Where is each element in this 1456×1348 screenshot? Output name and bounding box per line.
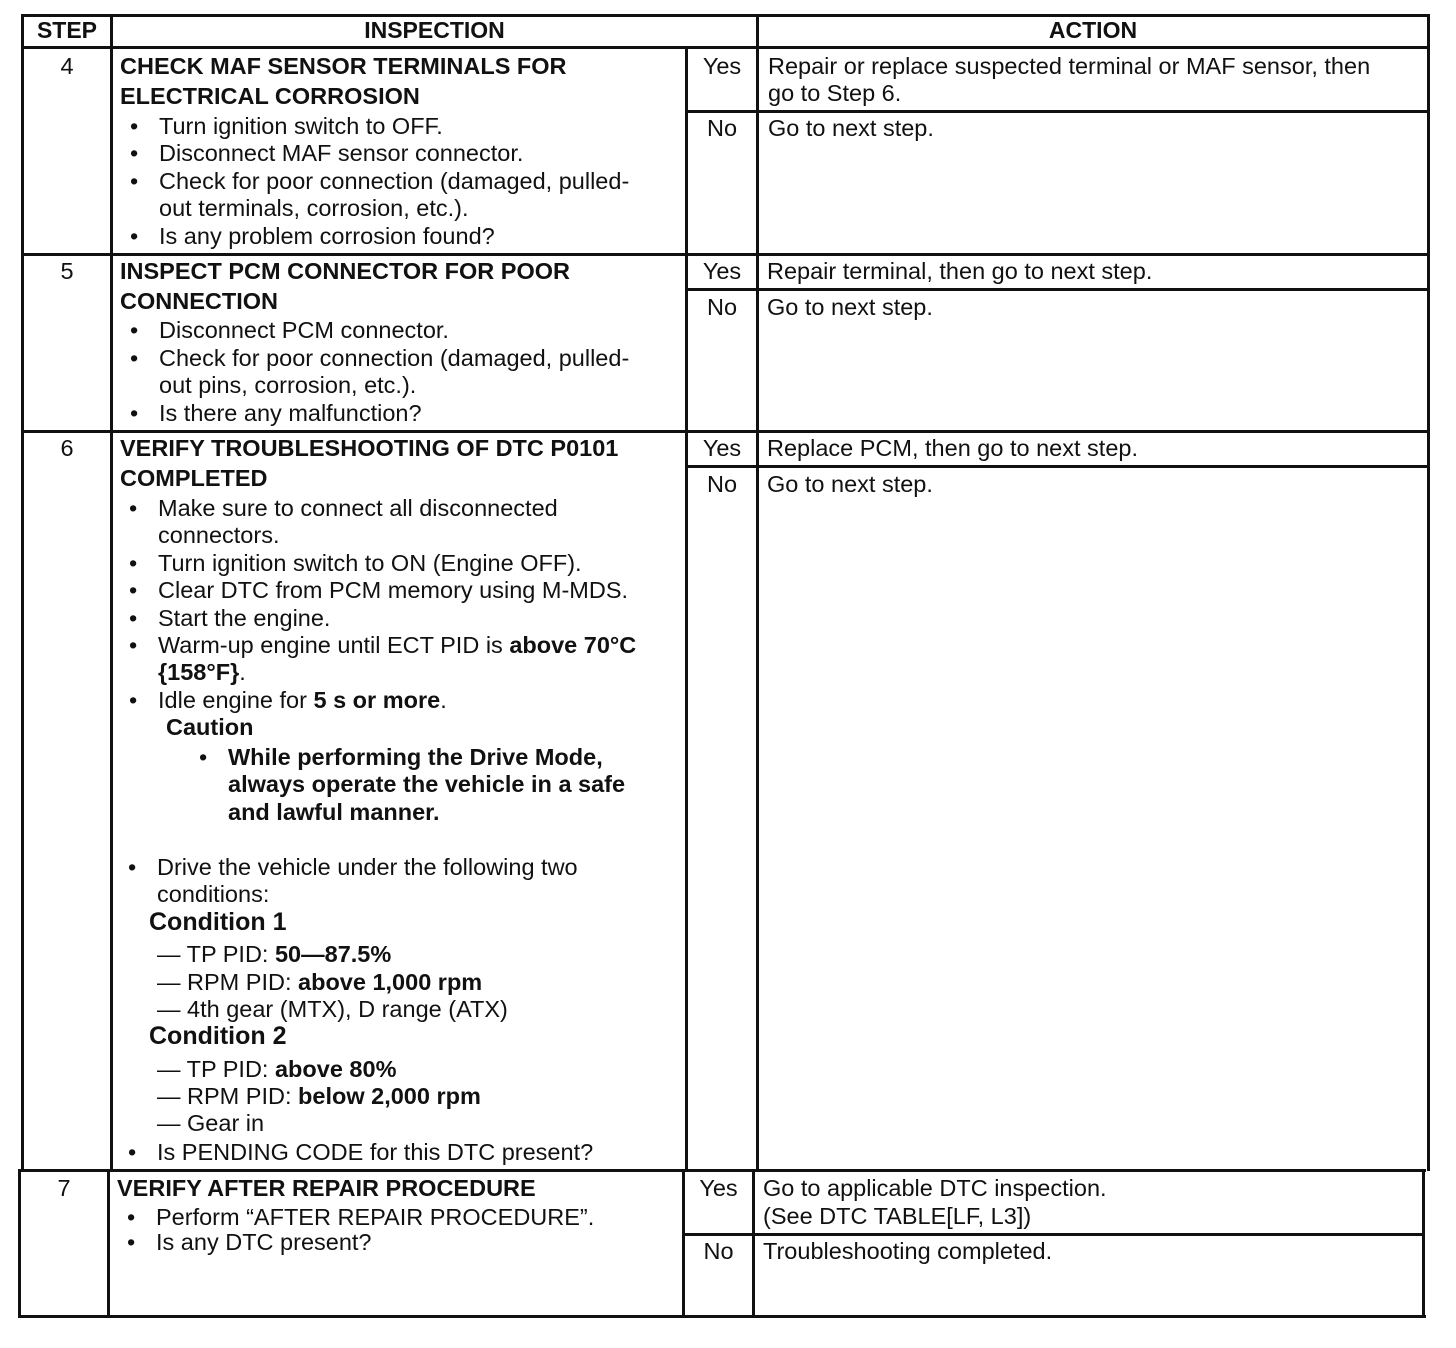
- inspection-item: Turn ignition switch to OFF.: [159, 113, 443, 139]
- yes-action: (See DTC TABLE[LF, L3]): [763, 1203, 1032, 1229]
- condition-item: — Gear in: [157, 1110, 265, 1136]
- bullet: •: [129, 632, 138, 658]
- warmup-temperature: above 70°C: [509, 632, 637, 658]
- condition-1-title: Condition 1: [149, 908, 287, 936]
- bullet: •: [130, 168, 139, 194]
- yes-action: Go to applicable DTC inspection.: [763, 1175, 1107, 1201]
- inspection-item: Check for poor connection (damaged, pulled-: [159, 345, 630, 371]
- inspection-item: Is any problem corrosion found?: [159, 223, 495, 249]
- bullet: •: [128, 854, 137, 880]
- inspection-item: Drive the vehicle under the following two: [157, 854, 578, 880]
- rpm-pid-value: below 2,000 rpm: [298, 1083, 481, 1109]
- bullet: •: [129, 687, 138, 713]
- no-action: Troubleshooting completed.: [763, 1238, 1053, 1264]
- yes-action: Repair terminal, then go to next step.: [767, 258, 1153, 284]
- bullet: •: [130, 223, 139, 249]
- bullet: •: [128, 1139, 137, 1165]
- yesno-divider-5: [685, 288, 1430, 291]
- caution-text: While performing the Drive Mode,: [228, 744, 603, 770]
- step-title: VERIFY AFTER REPAIR PROCEDURE: [117, 1175, 536, 1201]
- yesno-column-line: [685, 46, 688, 1171]
- bullet: •: [130, 400, 139, 426]
- yes-label: Yes: [702, 258, 742, 284]
- bullet: •: [127, 1204, 136, 1230]
- table-border-right: [1427, 14, 1430, 1171]
- header-action: ACTION: [1048, 17, 1138, 43]
- bullet: •: [130, 113, 139, 139]
- tp-pid-label: — TP PID:: [157, 941, 275, 967]
- action-column-line: [756, 14, 759, 1171]
- table-border-bottom: [18, 1315, 1426, 1318]
- condition-item: [157, 1056, 396, 1083]
- inspection-item: Make sure to connect all disconnected: [158, 495, 558, 521]
- rpm-pid-value: above 1,000 rpm: [298, 969, 483, 995]
- condition-item: [157, 969, 482, 996]
- no-label: No: [703, 1238, 734, 1264]
- step-title: CHECK MAF SENSOR TERMINALS FOR: [120, 53, 567, 79]
- step-title: VERIFY TROUBLESHOOTING OF DTC P0101: [120, 435, 619, 461]
- step-column-line-7: [107, 1169, 110, 1318]
- bullet: •: [129, 550, 138, 576]
- yes-action: Replace PCM, then go to next step.: [767, 435, 1138, 461]
- inspection-item: Disconnect PCM connector.: [159, 317, 449, 343]
- inspection-item: Start the engine.: [158, 605, 331, 631]
- bullet: •: [129, 495, 138, 521]
- inspection-item: [158, 687, 447, 714]
- header-step: STEP: [36, 17, 98, 43]
- step-title: CONNECTION: [120, 288, 278, 314]
- caution-title: Caution: [166, 714, 254, 740]
- bullet: •: [199, 744, 208, 770]
- table-border-right-7: [1422, 1169, 1425, 1318]
- idle-end: .: [440, 687, 447, 713]
- bullet: •: [130, 317, 139, 343]
- bullet: •: [130, 140, 139, 166]
- no-action: Go to next step.: [767, 294, 933, 320]
- bullet: •: [129, 605, 138, 631]
- row-divider-5-6: [21, 430, 1430, 433]
- step-column-line: [110, 14, 113, 1171]
- header-divider: [21, 46, 1430, 49]
- condition-item: — 4th gear (MTX), D range (ATX): [157, 996, 508, 1022]
- bullet: •: [130, 345, 139, 371]
- condition-item: [157, 1083, 481, 1110]
- yes-label: Yes: [702, 53, 742, 79]
- yesno-divider-6: [685, 465, 1430, 468]
- step-title: ELECTRICAL CORROSION: [120, 83, 420, 109]
- inspection-item: conditions:: [157, 881, 270, 907]
- tp-pid-value: 50—87.5%: [274, 941, 392, 967]
- inspection-item: Is any DTC present?: [156, 1229, 372, 1255]
- warmup-text: Warm-up engine until ECT PID is: [158, 632, 510, 658]
- no-action: Go to next step.: [767, 471, 933, 497]
- no-label: No: [706, 294, 738, 320]
- bullet: •: [129, 577, 138, 603]
- no-action: Go to next step.: [768, 115, 934, 141]
- bullet: •: [127, 1229, 136, 1255]
- yesno-divider-4: [685, 110, 1430, 113]
- inspection-item: Check for poor connection (damaged, pulled-: [159, 168, 630, 194]
- step-number: 7: [57, 1175, 71, 1201]
- condition-item: [157, 941, 391, 968]
- tp-pid-value: above 80%: [274, 1056, 397, 1082]
- step-title: INSPECT PCM CONNECTOR FOR POOR: [120, 258, 571, 284]
- table-border-left: [21, 14, 24, 1171]
- inspection-item: Is PENDING CODE for this DTC present?: [157, 1139, 594, 1165]
- step-number: 6: [60, 435, 74, 461]
- step-number: 4: [60, 53, 74, 79]
- inspection-item: out pins, corrosion, etc.).: [159, 372, 417, 398]
- inspection-item: [158, 632, 636, 659]
- inspection-item: Clear DTC from PCM memory using M-MDS.: [158, 577, 629, 603]
- yes-action: Repair or replace suspected terminal or MAF sensor, then: [768, 53, 1371, 79]
- row-divider-6-7: [20, 1169, 1426, 1172]
- inspection-item: Perform “AFTER REPAIR PROCEDURE”.: [156, 1204, 595, 1230]
- idle-text: Idle engine for: [158, 687, 314, 713]
- header-inspection: INSPECTION: [364, 17, 505, 43]
- row-divider-4-5: [21, 253, 1430, 256]
- action-column-line-7: [752, 1169, 755, 1318]
- tp-pid-label: — TP PID:: [157, 1056, 275, 1082]
- caution-text: always operate the vehicle in a safe: [228, 771, 626, 797]
- warmup-temperature-f: {158°F}: [158, 659, 240, 685]
- warmup-end: .: [239, 659, 246, 685]
- rpm-pid-label: — RPM PID:: [157, 1083, 299, 1109]
- rpm-pid-label: — RPM PID:: [157, 969, 299, 995]
- yes-action: go to Step 6.: [768, 80, 902, 106]
- yes-label: Yes: [702, 435, 742, 461]
- inspection-item: [158, 659, 246, 686]
- no-label: No: [706, 115, 738, 141]
- inspection-item: Turn ignition switch to ON (Engine OFF).: [158, 550, 582, 576]
- caution-text: and lawful manner.: [228, 799, 440, 825]
- inspection-item: Is there any malfunction?: [159, 400, 422, 426]
- inspection-item: connectors.: [158, 522, 280, 548]
- step-number: 5: [60, 258, 74, 284]
- yes-label: Yes: [699, 1175, 738, 1201]
- idle-duration: 5 s or more: [313, 687, 441, 713]
- inspection-item: Disconnect MAF sensor connector.: [159, 140, 524, 166]
- no-label: No: [706, 471, 738, 497]
- condition-2-title: Condition 2: [149, 1022, 287, 1050]
- step-title: COMPLETED: [120, 465, 268, 491]
- yesno-divider-7: [682, 1233, 1425, 1236]
- inspection-item: out terminals, corrosion, etc.).: [159, 195, 469, 221]
